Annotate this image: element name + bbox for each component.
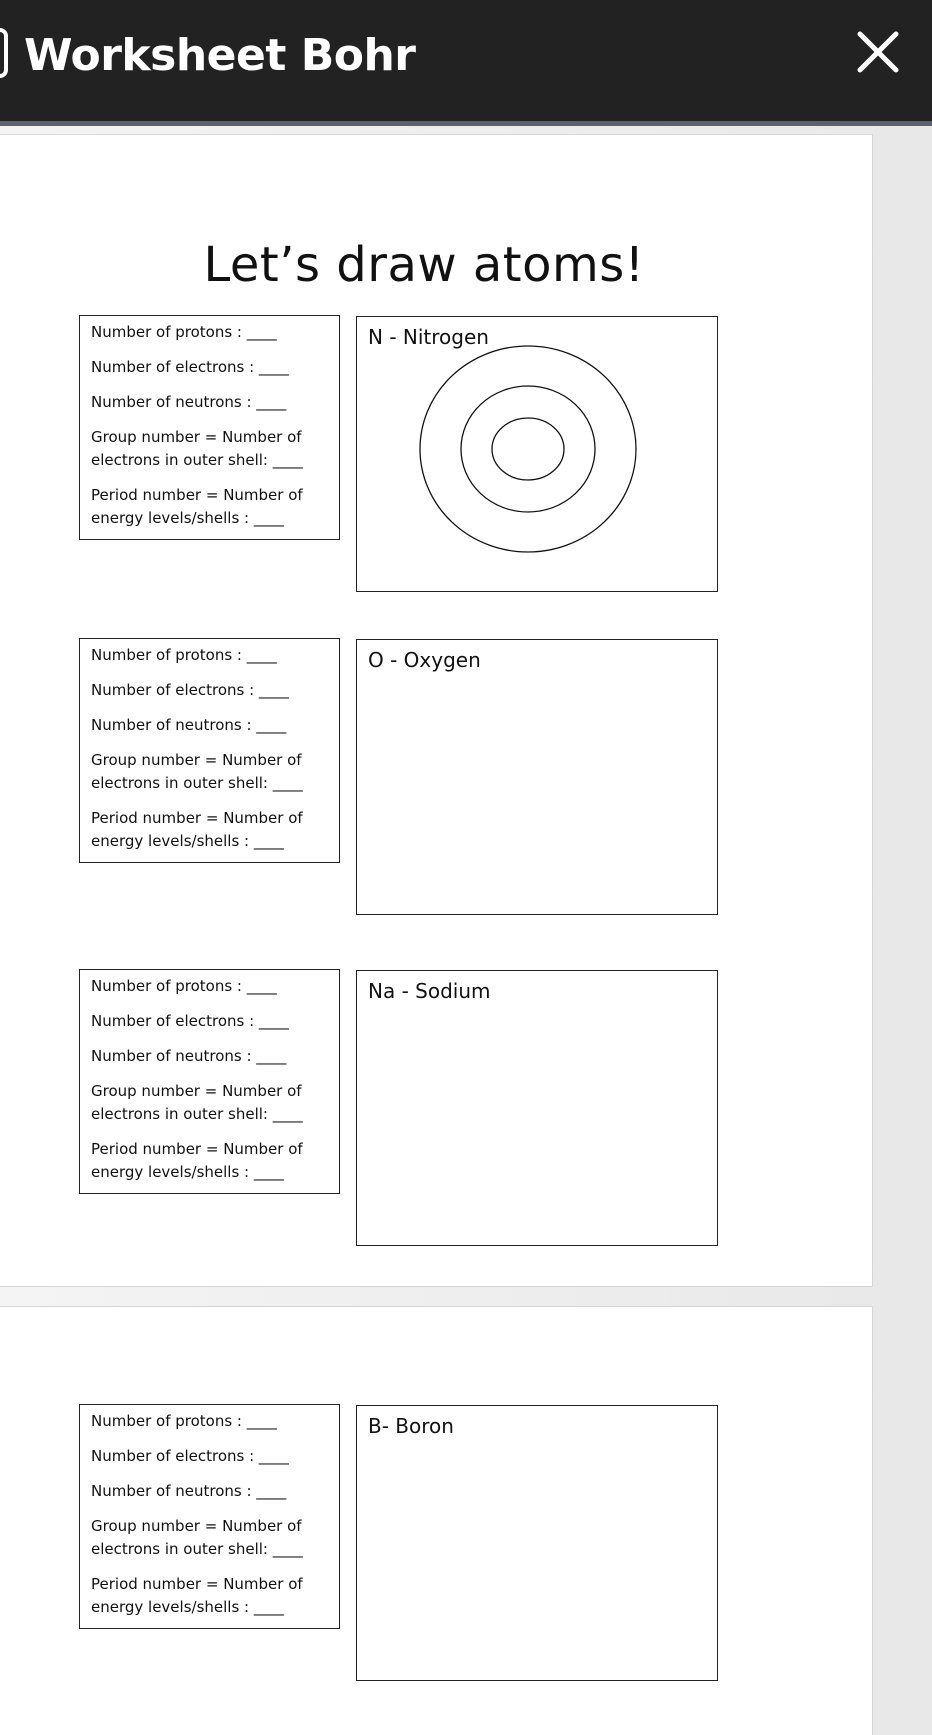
period-line-2: energy levels/shells : ____	[91, 1598, 284, 1616]
period-line-2: energy levels/shells : ____	[91, 1163, 284, 1181]
info-box-sodium	[79, 969, 340, 1194]
document-viewer[interactable]	[0, 126, 932, 1735]
period-line-2: energy levels/shells : ____	[91, 832, 284, 850]
atom-box-boron	[356, 1405, 718, 1681]
outer-shell	[420, 346, 636, 552]
neutrons-line: Number of neutrons : ____	[91, 1482, 287, 1500]
info-box-boron	[79, 1404, 340, 1629]
atom-box-nitrogen	[356, 316, 718, 592]
group-line-1: Group number = Number of	[91, 1082, 302, 1100]
document-icon	[0, 28, 8, 78]
title-bar	[0, 0, 932, 126]
group-line-2: electrons in outer shell: ____	[91, 1540, 303, 1558]
atom-label: Na - Sodium	[368, 979, 491, 1003]
electrons-line: Number of electrons : ____	[91, 1012, 289, 1030]
period-line-1: Period number = Number of	[91, 1575, 303, 1593]
period-line-1: Period number = Number of	[91, 1140, 303, 1158]
atom-box-oxygen	[356, 639, 718, 915]
atom-box-sodium	[356, 970, 718, 1246]
inner-shell	[492, 418, 564, 480]
atom-label: B- Boron	[368, 1414, 454, 1438]
group-line-1: Group number = Number of	[91, 428, 302, 446]
app-title: Worksheet Bohr	[24, 30, 416, 81]
group-line-2: electrons in outer shell: ____	[91, 1105, 303, 1123]
group-line-2: electrons in outer shell: ____	[91, 451, 303, 469]
group-line-1: Group number = Number of	[91, 751, 302, 769]
worksheet-heading: Let’s draw atoms!	[203, 237, 645, 293]
document-page-2	[0, 1306, 873, 1735]
neutrons-line: Number of neutrons : ____	[91, 716, 287, 734]
protons-line: Number of protons : ____	[91, 323, 277, 341]
atom-label: O - Oxygen	[368, 648, 481, 672]
neutrons-line: Number of neutrons : ____	[91, 1047, 287, 1065]
info-box-nitrogen	[79, 315, 340, 540]
close-icon	[854, 28, 902, 76]
period-line-1: Period number = Number of	[91, 486, 303, 504]
period-line-1: Period number = Number of	[91, 809, 303, 827]
electrons-line: Number of electrons : ____	[91, 1447, 289, 1465]
group-line-2: electrons in outer shell: ____	[91, 774, 303, 792]
info-box-oxygen	[79, 638, 340, 863]
close-button[interactable]	[854, 28, 902, 76]
document-page-1	[0, 134, 873, 1287]
electrons-line: Number of electrons : ____	[91, 358, 289, 376]
protons-line: Number of protons : ____	[91, 977, 277, 995]
atom-label: N - Nitrogen	[368, 325, 489, 349]
period-line-2: energy levels/shells : ____	[91, 509, 284, 527]
middle-shell	[461, 386, 595, 512]
protons-line: Number of protons : ____	[91, 646, 277, 664]
bohr-shells-diagram	[357, 317, 717, 591]
neutrons-line: Number of neutrons : ____	[91, 393, 287, 411]
group-line-1: Group number = Number of	[91, 1517, 302, 1535]
electrons-line: Number of electrons : ____	[91, 681, 289, 699]
protons-line: Number of protons : ____	[91, 1412, 277, 1430]
